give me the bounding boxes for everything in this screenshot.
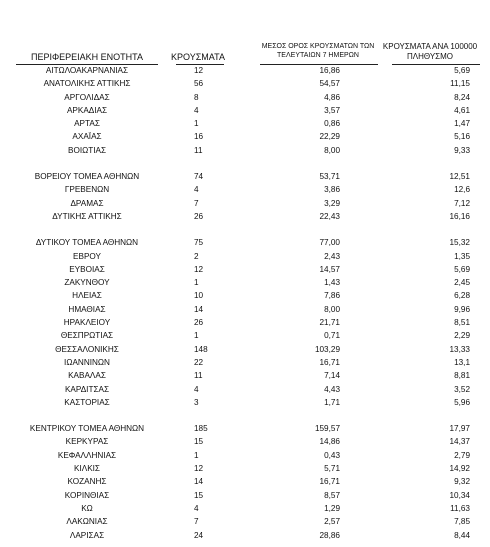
per-100k-cell: 12,51 [449, 172, 470, 182]
per-100k-cell: 14,92 [449, 464, 470, 474]
table-row [0, 263, 490, 276]
avg-7-days-cell: 2,43 [324, 251, 340, 261]
avg-7-days-cell: 5,71 [324, 464, 340, 474]
table-row [0, 489, 490, 502]
per-100k-cell: 3,52 [454, 384, 470, 394]
table-row [0, 383, 490, 396]
cases-cell: 4 [194, 384, 199, 394]
table-row [0, 343, 490, 356]
table-row [0, 197, 490, 210]
table-row [0, 369, 490, 382]
per-100k-cell: 8,24 [454, 92, 470, 102]
region-cell: ΑΡΤΑΣ [74, 119, 100, 129]
per-100k-cell: 5,96 [454, 397, 470, 407]
table-row [0, 329, 490, 342]
cases-cell: 11 [194, 371, 203, 381]
cases-cell: 8 [194, 92, 199, 102]
cases-cell: 3 [194, 397, 199, 407]
region-cell: ΑΙΤΩΛΟΑΚΑΡΝΑΝΙΑΣ [45, 66, 129, 75]
per-100k-cell: 16,16 [449, 211, 470, 221]
table-row [0, 210, 490, 223]
cases-cell: 10 [194, 291, 204, 301]
region-cell: ΚΕΡΚΥΡΑΣ [65, 437, 109, 447]
per-100k-cell: 8,51 [454, 318, 470, 328]
cases-cell: 185 [194, 424, 208, 434]
table-row [0, 515, 490, 528]
avg-7-days-cell: 4,86 [324, 92, 340, 102]
cases-cell: 16 [194, 132, 204, 142]
region-cell: ΙΩΑΝΝΙΝΩΝ [64, 357, 110, 367]
cases-cell: 1 [194, 278, 199, 288]
cases-cell: 12 [194, 264, 204, 274]
avg-7-days-cell: 2,57 [324, 517, 340, 527]
table-row [0, 117, 490, 130]
cases-cell: 24 [194, 530, 204, 540]
avg-7-days-cell: 8,00 [324, 145, 340, 155]
per-100k-cell: 2,79 [454, 450, 470, 460]
per-100k-cell: 8,81 [454, 371, 470, 381]
avg-7-days-cell: 28,86 [319, 530, 340, 540]
table-row [0, 236, 490, 249]
cases-cell: 7 [194, 198, 199, 208]
per-100k-cell: 15,32 [449, 238, 470, 248]
region-cell: ΑΡΚΑΔΙΑΣ [66, 105, 108, 115]
header-avg-7-days: ΜΕΣΟΣ ΟΡΟΣ ΚΡΟΥΣΜΑΤΩΝ ΤΩΝ ΤΕΛΕΥΤΑΙΩΝ 7 ΗΜΕΡΩΝ [261, 43, 375, 59]
cases-cell: 11 [194, 145, 203, 155]
cases-cell: 75 [194, 238, 204, 248]
cases-cell: 22 [194, 357, 204, 367]
region-cell: ΚΟΖΑΝΗΣ [67, 477, 107, 487]
region-cell: ΕΒΡΟΥ [73, 251, 101, 261]
avg-7-days-cell: 7,86 [324, 291, 340, 301]
per-100k-cell: 9,33 [454, 145, 470, 155]
cases-cell: 148 [194, 344, 208, 354]
region-cell: ΔΥΤΙΚΟΥ ΤΟΜΕΑ ΑΘΗΝΩΝ [35, 238, 139, 248]
table-row [0, 64, 490, 77]
cases-cell: 14 [194, 304, 204, 314]
region-cell: ΛΑΡΙΣΑΣ [69, 530, 105, 540]
cases-cell: 12 [194, 66, 204, 75]
cases-cell: 15 [194, 490, 204, 500]
per-100k-cell: 11,15 [450, 79, 470, 89]
table-row [0, 289, 490, 302]
table-row [0, 356, 490, 369]
table-row [0, 316, 490, 329]
per-100k-cell: 2,45 [454, 278, 470, 288]
region-cell: ΖΑΚΥΝΘΟΥ [64, 278, 110, 288]
avg-7-days-cell: 1,29 [324, 503, 340, 513]
region-cell: ΑΧΑΪΑΣ [72, 132, 102, 142]
per-100k-cell: 9,96 [454, 304, 470, 314]
cases-cell: 26 [194, 318, 204, 328]
table-row [0, 449, 490, 462]
per-100k-cell: 13,33 [449, 344, 470, 354]
per-100k-cell: 5,69 [454, 264, 470, 274]
cases-cell: 26 [194, 211, 204, 221]
cases-cell: 4 [194, 185, 199, 195]
cases-cell: 4 [194, 503, 199, 513]
per-100k-cell: 5,69 [454, 66, 470, 75]
per-100k-cell: 1,47 [454, 119, 470, 129]
per-100k-cell: 6,28 [454, 291, 470, 301]
cases-cell: 14 [194, 477, 204, 487]
region-cell: ΚΕΦΑΛΛΗΝΙΑΣ [57, 450, 117, 460]
table-row [0, 303, 490, 316]
region-cell: ΘΕΣΠΡΩΤΙΑΣ [60, 331, 114, 341]
region-cell: ΚΑΒΑΛΑΣ [68, 371, 106, 381]
region-cell: ΗΜΑΘΙΑΣ [68, 304, 106, 314]
table-row [0, 435, 490, 448]
table-row [0, 529, 490, 542]
avg-7-days-cell: 8,00 [324, 304, 340, 314]
table-row [0, 91, 490, 104]
region-cell: ΚΙΛΚΙΣ [73, 464, 100, 474]
cases-cell: 1 [194, 119, 199, 129]
avg-7-days-cell: 3,86 [324, 185, 340, 195]
cases-cell: 4 [194, 105, 199, 115]
region-cell: ΚΕΝΤΡΙΚΟΥ ΤΟΜΕΑ ΑΘΗΝΩΝ [29, 424, 145, 434]
table-row [0, 250, 490, 263]
cases-cell: 74 [194, 172, 204, 182]
table-row [0, 77, 490, 90]
table-row [0, 475, 490, 488]
avg-7-days-cell: 16,71 [319, 357, 340, 367]
per-100k-cell: 14,37 [449, 437, 470, 447]
per-100k-cell: 12,6 [454, 185, 470, 195]
region-cell: ΚΑΡΔΙΤΣΑΣ [64, 384, 110, 394]
per-100k-cell: 5,16 [454, 132, 470, 142]
header-cases: ΚΡΟΥΣΜΑΤΑ [171, 52, 225, 62]
avg-7-days-cell: 103,29 [314, 344, 340, 354]
cases-cell: 56 [194, 79, 204, 89]
table-row [0, 422, 490, 435]
table-row [0, 276, 490, 289]
region-cell: ΚΟΡΙΝΘΙΑΣ [64, 490, 110, 500]
table-row [0, 130, 490, 143]
region-cell: ΒΟΡΕΙΟΥ ΤΟΜΕΑ ΑΘΗΝΩΝ [34, 172, 140, 182]
table-row [0, 144, 490, 157]
table-body [0, 64, 490, 542]
table-row [0, 502, 490, 515]
cases-cell: 12 [194, 464, 204, 474]
table-row [0, 183, 490, 196]
avg-7-days-cell: 3,29 [324, 198, 340, 208]
avg-7-days-cell: 1,43 [324, 278, 340, 288]
per-100k-cell: 7,12 [454, 198, 470, 208]
per-100k-cell: 9,32 [454, 477, 470, 487]
avg-7-days-cell: 22,43 [319, 211, 340, 221]
avg-7-days-cell: 14,57 [319, 264, 340, 274]
region-cell: ΒΟΙΩΤΙΑΣ [67, 145, 107, 155]
region-cell: ΚΩ [81, 503, 93, 513]
region-cell: ΗΡΑΚΛΕΙΟΥ [63, 318, 111, 328]
avg-7-days-cell: 53,71 [319, 172, 340, 182]
table-row [0, 396, 490, 409]
per-100k-cell: 10,34 [449, 490, 470, 500]
avg-7-days-cell: 3,57 [324, 105, 340, 115]
avg-7-days-cell: 0,86 [324, 119, 340, 129]
header-cases-per-100k: ΚΡΟΥΣΜΑΤΑ ΑΝΑ 100000 ΠΛΗΘΥΣΜΟ [382, 42, 478, 61]
table-row [0, 462, 490, 475]
per-100k-cell: 2,29 [454, 331, 470, 341]
avg-7-days-cell: 14,86 [319, 437, 340, 447]
region-cell: ΚΑΣΤΟΡΙΑΣ [64, 397, 110, 407]
avg-7-days-cell: 8,57 [324, 490, 340, 500]
per-100k-cell: 13,1 [454, 357, 470, 367]
avg-7-days-cell: 54,57 [319, 79, 340, 89]
region-cell: ΕΥΒΟΙΑΣ [69, 264, 105, 274]
per-100k-cell: 4,61 [454, 105, 470, 115]
cases-cell: 7 [194, 517, 199, 527]
region-cell: ΛΑΚΩΝΙΑΣ [66, 517, 108, 527]
avg-7-days-cell: 77,00 [319, 238, 340, 248]
region-cell: ΘΕΣΣΑΛΟΝΙΚΗΣ [55, 344, 119, 354]
cases-cell: 15 [194, 437, 204, 447]
avg-7-days-cell: 16,71 [319, 477, 340, 487]
per-100k-cell: 17,97 [449, 424, 470, 434]
region-cell: ΓΡΕΒΕΝΩΝ [64, 185, 110, 195]
avg-7-days-cell: 22,29 [319, 132, 340, 142]
cases-cell: 1 [194, 450, 199, 460]
per-100k-cell: 1,35 [454, 251, 470, 261]
region-cell: ΔΥΤΙΚΗΣ ΑΤΤΙΚΗΣ [52, 211, 122, 221]
avg-7-days-cell: 0,43 [324, 450, 340, 460]
region-cell: ΑΡΓΟΛΙΔΑΣ [64, 92, 110, 102]
region-cell: ΗΛΕΙΑΣ [72, 291, 102, 301]
avg-7-days-cell: 7,14 [324, 371, 340, 381]
per-100k-cell: 7,85 [454, 517, 470, 527]
avg-7-days-cell: 16,86 [319, 66, 340, 75]
per-100k-cell: 11,63 [450, 503, 470, 513]
header-region: ΠΕΡΙΦΕΡΕΙΑΚΗ ΕΝΟΤΗΤΑ [30, 52, 144, 62]
avg-7-days-cell: 0,71 [324, 331, 340, 341]
avg-7-days-cell: 1,71 [324, 397, 340, 407]
cases-cell: 1 [194, 331, 199, 341]
avg-7-days-cell: 21,71 [319, 318, 340, 328]
avg-7-days-cell: 159,57 [314, 424, 340, 434]
table-row [0, 104, 490, 117]
cases-cell: 2 [194, 251, 199, 261]
per-100k-cell: 8,44 [454, 530, 470, 540]
table-row [0, 170, 490, 183]
region-cell: ΔΡΑΜΑΣ [70, 198, 104, 208]
avg-7-days-cell: 4,43 [324, 384, 340, 394]
region-cell: ΑΝΑΤΟΛΙΚΗΣ ΑΤΤΙΚΗΣ [43, 79, 131, 89]
